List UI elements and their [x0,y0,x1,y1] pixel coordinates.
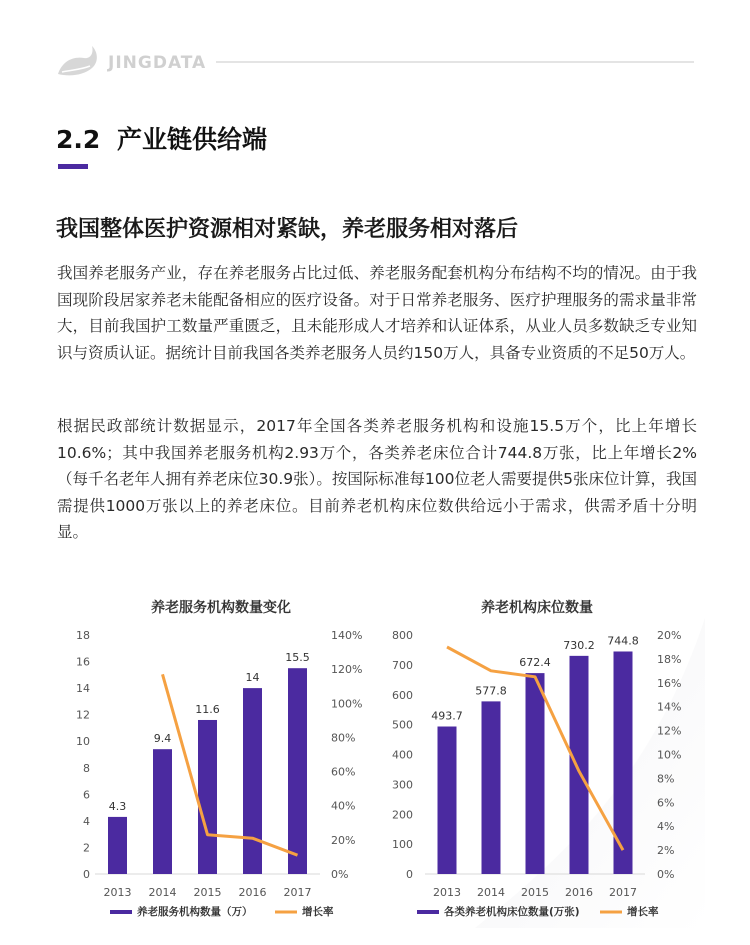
right-axis-tick: 40% [331,799,356,813]
whale-icon [56,44,100,78]
right-axis-tick: 2% [657,844,675,858]
chart-title: 养老服务机构数量变化 [151,600,291,616]
bar-data-label: 14 [245,671,260,685]
bar-data-label: 744.8 [607,634,639,648]
bar [198,720,217,874]
legend-line-label: 增长率 [627,906,659,918]
bar [288,668,307,874]
logo-text: JINGDATA [108,53,207,73]
page-header [56,44,694,80]
title-underline [58,164,88,169]
paragraph: 我国养老服务产业，存在养老服务占比过低、养老服务配套机构分布结构不均的情况。由于我国现阶段居家养老未能配备相应的医疗设备。对于日常养老服务、医疗护理服务的需求量非常大，目前我国护工数量严重匮乏，且未能形成人才培养和认证体系，从业人员多数缺乏专业知识与资质认证。据统计目前我国各类养老服务人员约150万人，具备专业资质的不足50万人。 [57,264,697,362]
left-axis-tick: 500 [392,718,413,732]
left-axis-tick: 18 [76,629,90,642]
right-axis-tick: 140% [331,629,363,642]
x-axis-tick: 2015 [193,886,222,899]
bar-data-label: 15.5 [285,651,310,665]
bar [482,701,501,874]
left-axis-tick: 700 [392,658,413,672]
right-axis-tick: 8% [657,772,675,786]
right-axis-tick: 4% [657,820,675,834]
x-axis-tick: 2014 [477,886,505,899]
x-axis-tick: 2015 [521,886,549,899]
right-axis-tick: 12% [657,724,682,738]
right-axis-tick: 60% [331,765,356,779]
section-number: 2.2 [56,125,101,154]
left-axis-tick: 0 [83,868,90,881]
bar-data-label: 9.4 [153,732,172,746]
section-title [56,120,267,156]
legend-bar-swatch [417,910,439,914]
left-axis-tick: 200 [392,808,413,822]
legend-line-label: 增长率 [302,906,334,918]
bar [526,673,545,874]
right-axis-tick: 80% [331,731,356,745]
bar [153,749,172,874]
paragraph: 根据民政部统计数据显示，2017年全国各类养老服务机构和设施15.5万个，比上年增长10.6%；其中我国养老服务机构2.93万个，各类养老床位合计744.8万张，比上年增长2%（每千名老年人拥有养老床位30.9张）。按国际标准每100位老人需要提供5张床位计算，我国需提供1000万张以上的养老床位。目前养老机构床位数供给远小于需求，供需矛盾十分明显。 [57,417,697,541]
bar-data-label: 493.7 [431,709,463,723]
left-axis-tick: 0 [406,868,413,881]
x-axis-tick: 2014 [148,886,177,899]
left-axis-tick: 8 [83,761,90,775]
bar [243,688,262,874]
chart-title: 养老机构床位数量 [481,600,593,616]
right-axis-tick: 0% [331,868,349,881]
subsection-heading: 我国整体医护资源相对紧缺，养老服务相对落后 [56,217,519,242]
bar [108,817,127,874]
bar-data-label: 577.8 [475,684,507,698]
x-axis-tick: 2016 [238,886,267,899]
legend-bar-swatch [110,910,132,914]
bar-data-label: 4.3 [108,799,127,813]
x-axis-tick: 2016 [565,886,593,899]
growth-rate-line [163,674,298,855]
left-axis-tick: 4 [83,814,90,828]
right-axis-tick: 20% [331,833,356,847]
section-title-text: 产业链供给端 [117,125,268,154]
legend-bar-label: 各类养老机构床位数量(万张) [444,906,580,918]
left-axis-tick: 14 [76,682,90,696]
header-divider [216,61,694,63]
right-axis-tick: 10% [657,748,682,762]
x-axis-tick: 2017 [283,886,312,899]
right-axis-tick: 6% [657,796,675,810]
right-axis-tick: 16% [657,676,682,690]
left-axis-tick: 2 [83,841,90,855]
left-axis-tick: 12 [76,708,90,722]
right-axis-tick: 0% [657,868,675,881]
left-axis-tick: 16 [76,655,90,669]
left-axis-tick: 400 [392,748,413,762]
bar-data-label: 730.2 [563,638,595,652]
legend-bar-label: 养老服务机构数量（万） [137,906,253,918]
right-axis-tick: 120% [331,663,363,677]
bar-data-label: 11.6 [195,702,220,716]
left-axis-tick: 10 [76,735,90,749]
right-axis-tick: 100% [331,697,363,711]
left-axis-tick: 6 [83,788,90,802]
right-axis-tick: 20% [657,629,682,642]
bar [570,656,589,874]
left-axis-tick: 100 [392,838,413,852]
right-axis-tick: 18% [657,652,682,666]
bar [438,727,457,874]
right-axis-tick: 14% [657,700,682,714]
charts-svg [55,588,705,928]
bar-data-label: 672.4 [519,656,551,670]
x-axis-tick: 2017 [609,886,637,899]
charts-area [55,588,705,928]
left-axis-tick: 800 [392,629,413,642]
left-axis-tick: 600 [392,688,413,702]
x-axis-tick: 2013 [433,886,461,899]
x-axis-tick: 2013 [103,886,132,899]
left-axis-tick: 300 [392,778,413,792]
